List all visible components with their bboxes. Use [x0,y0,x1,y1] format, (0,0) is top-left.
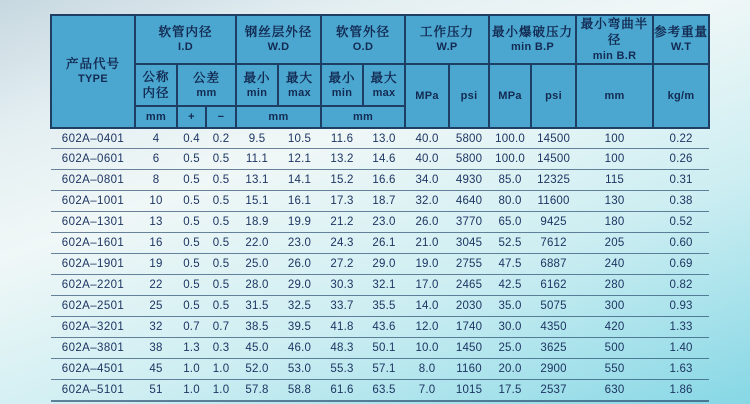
cell-wp-mpa: 26.0 [405,212,449,233]
cell-od-min: 24.3 [321,233,363,254]
cell-wd-min: 18.9 [236,212,278,233]
cell-wp-psi: 1015 [449,380,489,401]
spec-table [50,14,710,402]
cell-br-mm: 300 [576,296,653,317]
cell-id-nominal: 25 [135,296,177,317]
cell-tol-minus: 0.5 [206,296,236,317]
cell-bp-mpa: 100.0 [489,149,531,170]
col-header-od-max [363,64,405,106]
table-row [51,317,709,338]
bp-label-zh: 最小爆破压力 [492,25,574,40]
cell-type-code: 602A–4501 [51,359,135,380]
cell-od-min: 41.8 [321,317,363,338]
cell-wp-mpa: 34.0 [405,170,449,191]
cell-wt-kgm: 1.40 [653,338,709,359]
cell-tol-minus: 0.5 [206,254,236,275]
table-row [51,296,709,317]
cell-wp-psi: 3770 [449,212,489,233]
cell-type-code: 602A–2201 [51,275,135,296]
cell-wd-min: 52.0 [236,359,278,380]
cell-wd-min: 28.0 [236,275,278,296]
cell-wp-psi: 4640 [449,191,489,212]
cell-od-max: 63.5 [363,380,405,401]
cell-od-min: 13.2 [321,149,363,170]
cell-bp-mpa: 25.0 [489,338,531,359]
cell-wp-mpa: 40.0 [405,149,449,170]
cell-br-mm: 550 [576,359,653,380]
cell-od-max: 32.1 [363,275,405,296]
cell-id-nominal: 8 [135,170,177,191]
cell-type-code: 602A–1301 [51,212,135,233]
wt-label-en: W.T [670,41,692,54]
spec-table-body [51,128,709,401]
cell-od-min: 21.2 [321,212,363,233]
cell-od-min: 55.3 [321,359,363,380]
unit-minus: − [217,111,225,123]
table-row [51,149,709,170]
min-label-en: min [246,86,268,99]
col-header-wp [405,15,489,64]
cell-wt-kgm: 0.60 [653,233,709,254]
unit-mpa: MPa [415,90,439,103]
cell-type-code: 602A–1601 [51,233,135,254]
cell-wt-kgm: 0.82 [653,275,709,296]
id-label-en: I.D [178,41,193,54]
cell-od-min: 48.3 [321,338,363,359]
cell-type-code: 602A–5101 [51,380,135,401]
cell-id-nominal: 32 [135,317,177,338]
cell-bp-psi: 2537 [531,380,576,401]
cell-id-nominal: 6 [135,149,177,170]
col-header-id-nominal [135,64,177,106]
cell-wd-min: 22.0 [236,233,278,254]
cell-wp-psi: 2465 [449,275,489,296]
cell-id-nominal: 22 [135,275,177,296]
cell-od-max: 29.0 [363,254,405,275]
cell-wd-max: 10.5 [278,128,321,149]
od-label-zh: 软管外径 [336,25,391,40]
cell-bp-psi: 6162 [531,275,576,296]
cell-br-mm: 100 [576,149,653,170]
cell-id-nominal: 4 [135,128,177,149]
cell-od-max: 35.5 [363,296,405,317]
unit-psi: psi [545,90,562,103]
cell-tol-minus: 0.7 [206,317,236,338]
cell-bp-mpa: 20.0 [489,359,531,380]
cell-wd-min: 15.1 [236,191,278,212]
cell-type-code: 602A–0401 [51,128,135,149]
unit-kgm: kg/m [667,90,695,103]
cell-type-code: 602A–0601 [51,149,135,170]
col-header-bp-mpa [489,64,531,128]
table-row [51,359,709,380]
cell-type-code: 602A–2501 [51,296,135,317]
cell-wd-min: 13.1 [236,170,278,191]
cell-wt-kgm: 0.22 [653,128,709,149]
cell-tol-minus: 1.0 [206,359,236,380]
cell-bp-mpa: 80.0 [489,191,531,212]
cell-tol-plus: 0.5 [177,212,206,233]
cell-tol-plus: 1.0 [177,380,206,401]
cell-wd-max: 39.5 [278,317,321,338]
cell-id-nominal: 38 [135,338,177,359]
unit-mm: mm [268,111,289,123]
unit-mm: mm [352,111,374,123]
type-label-en: TYPE [78,73,108,86]
cell-bp-mpa: 35.0 [489,296,531,317]
wt-label-zh: 参考重量 [654,25,709,40]
cell-tol-plus: 0.5 [177,275,206,296]
cell-tol-minus: 0.5 [206,149,236,170]
min-label-zh: 最小 [328,70,356,85]
cell-wd-max: 29.0 [278,275,321,296]
cell-od-max: 18.7 [363,191,405,212]
cell-br-mm: 420 [576,317,653,338]
cell-wp-psi: 2030 [449,296,489,317]
cell-bp-psi: 11600 [531,191,576,212]
cell-od-max: 26.1 [363,233,405,254]
cell-wt-kgm: 0.93 [653,296,709,317]
cell-id-nominal: 16 [135,233,177,254]
col-header-wd-mm [236,106,321,128]
cell-tol-plus: 0.5 [177,170,206,191]
table-header [51,15,709,128]
max-label-zh: 最大 [286,70,314,85]
table-row [51,128,709,149]
cell-wp-psi: 5800 [449,128,489,149]
table-row [51,254,709,275]
unit-mm: mm [145,111,167,123]
cell-id-nominal: 19 [135,254,177,275]
col-header-br [576,15,653,64]
header-row-sub [51,64,709,106]
id-nominal-line2: 内径 [142,85,170,100]
max-label-en: max [288,86,311,99]
cell-wd-max: 46.0 [278,338,321,359]
cell-tol-plus: 0.4 [177,128,206,149]
col-header-tol-plus [177,106,206,128]
cell-wd-max: 14.1 [278,170,321,191]
cell-wt-kgm: 0.26 [653,149,709,170]
cell-tol-minus: 0.2 [206,128,236,149]
cell-od-min: 33.7 [321,296,363,317]
cell-od-min: 17.3 [321,191,363,212]
cell-tol-plus: 0.5 [177,191,206,212]
od-label-en: O.D [352,41,374,54]
cell-wd-min: 38.5 [236,317,278,338]
cell-od-max: 57.1 [363,359,405,380]
cell-wt-kgm: 1.33 [653,317,709,338]
cell-wd-max: 58.8 [278,380,321,401]
cell-wd-max: 32.5 [278,296,321,317]
cell-od-min: 61.6 [321,380,363,401]
cell-od-max: 13.0 [363,128,405,149]
cell-wp-mpa: 10.0 [405,338,449,359]
cell-tol-minus: 0.5 [206,170,236,191]
cell-bp-psi: 5075 [531,296,576,317]
cell-wd-min: 31.5 [236,296,278,317]
cell-wd-min: 25.0 [236,254,278,275]
col-header-wd-max [278,64,321,106]
cell-od-min: 15.2 [321,170,363,191]
cell-wd-max: 23.0 [278,233,321,254]
max-label-en: max [372,86,396,99]
cell-id-nominal: 13 [135,212,177,233]
cell-bp-psi: 7612 [531,233,576,254]
cell-type-code: 602A–1901 [51,254,135,275]
cell-tol-minus: 0.5 [206,212,236,233]
cell-wp-psi: 1160 [449,359,489,380]
cell-id-nominal: 10 [135,191,177,212]
col-header-id-mm [135,106,177,128]
cell-wt-kgm: 1.86 [653,380,709,401]
cell-wp-psi: 1740 [449,317,489,338]
cell-wp-mpa: 19.0 [405,254,449,275]
cell-tol-minus: 0.5 [206,275,236,296]
cell-wd-max: 16.1 [278,191,321,212]
cell-bp-mpa: 42.5 [489,275,531,296]
unit-mpa: MPa [498,90,522,103]
cell-wt-kgm: 0.38 [653,191,709,212]
unit-mm: mm [604,90,625,103]
cell-od-max: 50.1 [363,338,405,359]
cell-br-mm: 500 [576,338,653,359]
cell-type-code: 602A–1001 [51,191,135,212]
unit-plus: + [188,111,195,123]
cell-wp-mpa: 17.0 [405,275,449,296]
table-row [51,191,709,212]
cell-br-mm: 130 [576,191,653,212]
cell-wd-min: 11.1 [236,149,278,170]
cell-wt-kgm: 0.31 [653,170,709,191]
cell-wp-psi: 4930 [449,170,489,191]
cell-br-mm: 240 [576,254,653,275]
col-header-id [135,15,236,64]
min-label-zh: 最小 [243,70,271,85]
cell-bp-psi: 2900 [531,359,576,380]
cell-tol-plus: 1.0 [177,359,206,380]
wp-label-zh: 工作压力 [420,25,475,40]
id-nominal-line1: 公称 [142,69,170,84]
cell-wp-mpa: 7.0 [405,380,449,401]
cell-bp-mpa: 100.0 [489,128,531,149]
cell-bp-psi: 14500 [531,128,576,149]
table-row [51,380,709,401]
cell-tol-minus: 0.5 [206,233,236,254]
col-header-od-min [321,64,363,106]
cell-br-mm: 100 [576,128,653,149]
cell-bp-mpa: 30.0 [489,317,531,338]
max-label-zh: 最大 [370,70,398,85]
cell-wp-mpa: 40.0 [405,128,449,149]
id-label-zh: 软管内径 [158,25,213,40]
wd-label-en: W.D [267,41,290,54]
cell-bp-psi: 14500 [531,149,576,170]
cell-id-nominal: 45 [135,359,177,380]
cell-wp-mpa: 21.0 [405,233,449,254]
cell-wd-max: 19.9 [278,212,321,233]
cell-od-min: 11.6 [321,128,363,149]
cell-wd-max: 12.1 [278,149,321,170]
col-header-od-mm [321,106,405,128]
cell-wp-psi: 1450 [449,338,489,359]
min-label-en: min [331,86,353,99]
cell-wt-kgm: 0.52 [653,212,709,233]
cell-wt-kgm: 1.63 [653,359,709,380]
cell-wp-mpa: 32.0 [405,191,449,212]
cell-type-code: 602A–0801 [51,170,135,191]
cell-br-mm: 180 [576,212,653,233]
cell-tol-plus: 0.5 [177,254,206,275]
header-row-groups [51,15,709,64]
cell-bp-mpa: 52.5 [489,233,531,254]
cell-tol-plus: 1.3 [177,338,206,359]
cell-bp-mpa: 65.0 [489,212,531,233]
cell-bp-psi: 12325 [531,170,576,191]
col-header-wt [653,15,709,64]
col-header-wd-min [236,64,278,106]
col-header-tol-minus [206,106,236,128]
col-header-wp-psi [449,64,489,128]
cell-tol-plus: 0.5 [177,233,206,254]
cell-bp-mpa: 17.5 [489,380,531,401]
cell-tol-plus: 0.7 [177,317,206,338]
col-header-wt-kgm [653,64,709,128]
wd-label-zh: 钢丝层外径 [244,25,313,40]
cell-bp-psi: 9425 [531,212,576,233]
cell-br-mm: 115 [576,170,653,191]
br-label-en: min B.R [592,49,637,62]
cell-bp-mpa: 85.0 [489,170,531,191]
bp-label-en: min B.P [511,41,555,54]
cell-type-code: 602A–3201 [51,317,135,338]
cell-od-max: 43.6 [363,317,405,338]
id-tolerance-line1: 公差 [192,70,220,85]
table-row [51,275,709,296]
col-header-br-mm [576,64,653,128]
cell-od-min: 27.2 [321,254,363,275]
unit-psi: psi [460,90,478,103]
cell-bp-psi: 3625 [531,338,576,359]
cell-tol-minus: 1.0 [206,380,236,401]
cell-br-mm: 205 [576,233,653,254]
table-row [51,338,709,359]
br-label-zh: 最小弯曲半径 [580,17,649,48]
col-header-wp-mpa [405,64,449,128]
cell-tol-plus: 0.5 [177,149,206,170]
cell-wd-max: 53.0 [278,359,321,380]
col-header-wd [236,15,321,64]
cell-wp-mpa: 14.0 [405,296,449,317]
cell-wp-mpa: 12.0 [405,317,449,338]
cell-wd-min: 45.0 [236,338,278,359]
cell-wd-min: 57.8 [236,380,278,401]
cell-bp-psi: 4350 [531,317,576,338]
wp-label-en: W.P [436,41,458,54]
col-header-id-tolerance [177,64,236,106]
cell-bp-mpa: 47.5 [489,254,531,275]
cell-wd-max: 26.0 [278,254,321,275]
col-header-bp [489,15,576,64]
cell-bp-psi: 6887 [531,254,576,275]
cell-id-nominal: 51 [135,380,177,401]
cell-tol-minus: 0.3 [206,338,236,359]
cell-wd-min: 9.5 [236,128,278,149]
type-label-zh: 产品代号 [65,57,120,72]
cell-od-max: 14.6 [363,149,405,170]
cell-type-code: 602A–3801 [51,338,135,359]
cell-br-mm: 280 [576,275,653,296]
cell-wp-psi: 3045 [449,233,489,254]
col-header-bp-psi [531,64,576,128]
cell-tol-minus: 0.5 [206,191,236,212]
cell-tol-plus: 0.5 [177,296,206,317]
table-row [51,212,709,233]
cell-od-max: 16.6 [363,170,405,191]
cell-br-mm: 630 [576,380,653,401]
cell-wp-psi: 2755 [449,254,489,275]
id-tolerance-line2: mm [196,86,217,99]
cell-wp-psi: 5800 [449,149,489,170]
table-row [51,233,709,254]
cell-wt-kgm: 0.69 [653,254,709,275]
cell-od-max: 23.0 [363,212,405,233]
cell-od-min: 30.3 [321,275,363,296]
col-header-od [321,15,405,64]
table-row [51,170,709,191]
cell-wp-mpa: 8.0 [405,359,449,380]
col-header-type [51,15,135,128]
